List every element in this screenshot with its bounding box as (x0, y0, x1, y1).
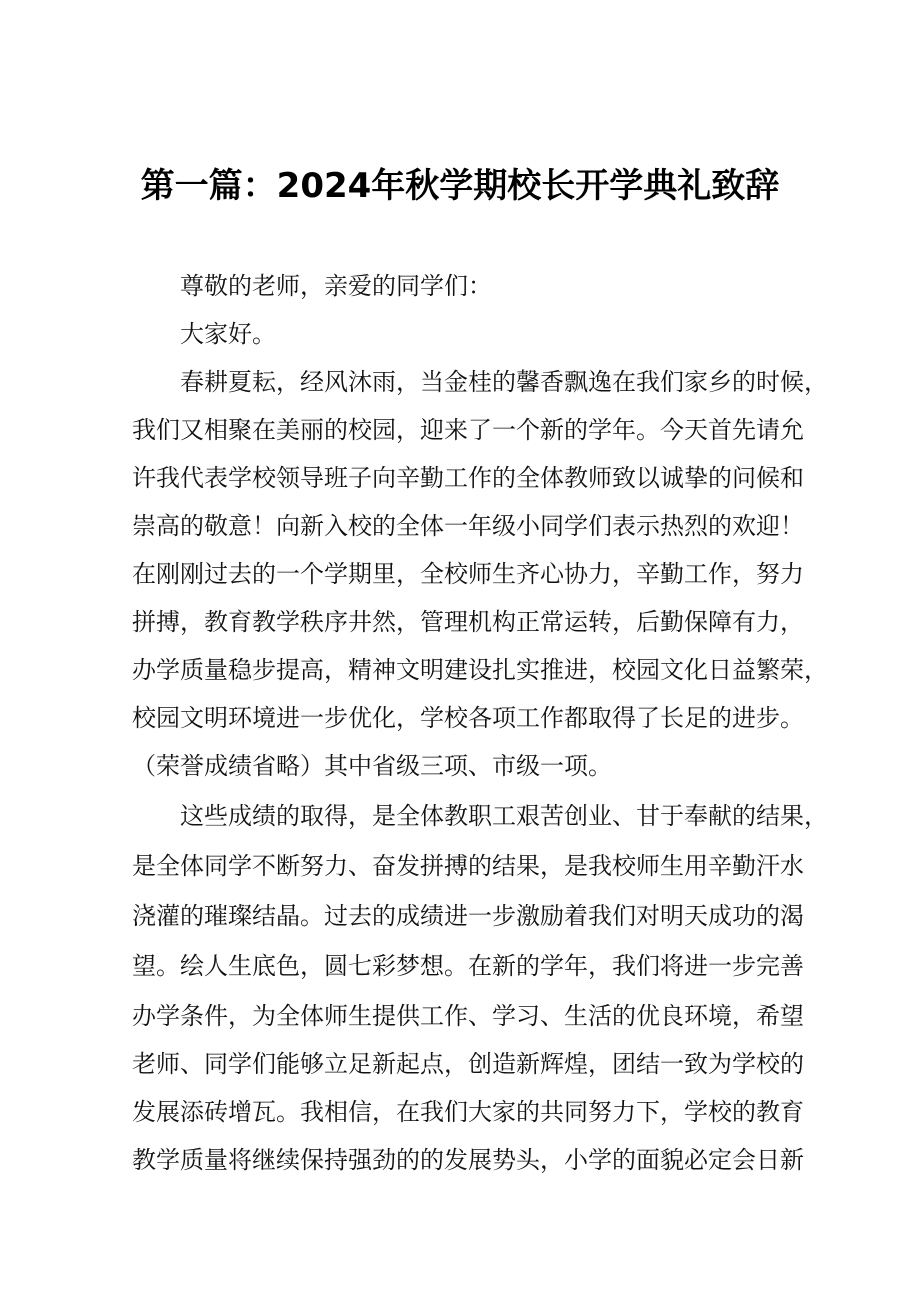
paragraph-line: 望。绘人生底色，圆七彩梦想。在新的学年，我们将进一步完善 (132, 952, 804, 980)
paragraph-line: 春耕夏耘，经风沐雨，当金桂的馨香飘逸在我们家乡的时候， (180, 368, 828, 396)
greeting-line: 大家好。 (180, 320, 276, 348)
paragraph-line: 发展添砖增瓦。我相信，在我们大家的共同努力下，学校的教育 (132, 1098, 804, 1126)
paragraph-line: 浇灌的璀璨结晶。过去的成绩进一步激励着我们对明天成功的渴 (132, 902, 804, 930)
paragraph-line: 崇高的敬意！向新入校的全体一年级小同学们表示热烈的欢迎！ (132, 512, 804, 540)
document-title: 第一篇：2024年秋学期校长开学典礼致辞 (140, 166, 780, 206)
paragraph-line: 校园文明环境进一步优化，学校各项工作都取得了长足的进步。 (132, 704, 804, 732)
salutation-line: 尊敬的老师，亲爱的同学们： (180, 272, 492, 300)
paragraph-line: 许我代表学校领导班子向辛勤工作的全体教师致以诚挚的问候和 (132, 464, 804, 492)
paragraph-line: 教学质量将继续保持强劲的的发展势头，小学的面貌必定会日新 (132, 1146, 804, 1174)
paragraph-line: 拼搏，教育教学秩序井然，管理机构正常运转，后勤保障有力， (132, 608, 804, 636)
paragraph-line: 这些成绩的取得，是全体教职工艰苦创业、甘于奉献的结果， (180, 802, 828, 830)
paragraph-line: 我们又相聚在美丽的校园，迎来了一个新的学年。今天首先请允 (132, 416, 804, 444)
paragraph-line: 是全体同学不断努力、奋发拼搏的结果，是我校师生用辛勤汗水 (132, 852, 804, 880)
paragraph-line: 办学条件，为全体师生提供工作、学习、生活的优良环境，希望 (132, 1002, 804, 1030)
paragraph-line: 老师、同学们能够立足新起点，创造新辉煌，团结一致为学校的 (132, 1050, 804, 1078)
paragraph-line: 办学质量稳步提高，精神文明建设扎实推进，校园文化日益繁荣， (132, 656, 828, 684)
paragraph-line: 在刚刚过去的一个学期里，全校师生齐心协力，辛勤工作，努力 (132, 560, 804, 588)
paragraph-line: （荣誉成绩省略）其中省级三项、市级一项。 (132, 752, 612, 780)
